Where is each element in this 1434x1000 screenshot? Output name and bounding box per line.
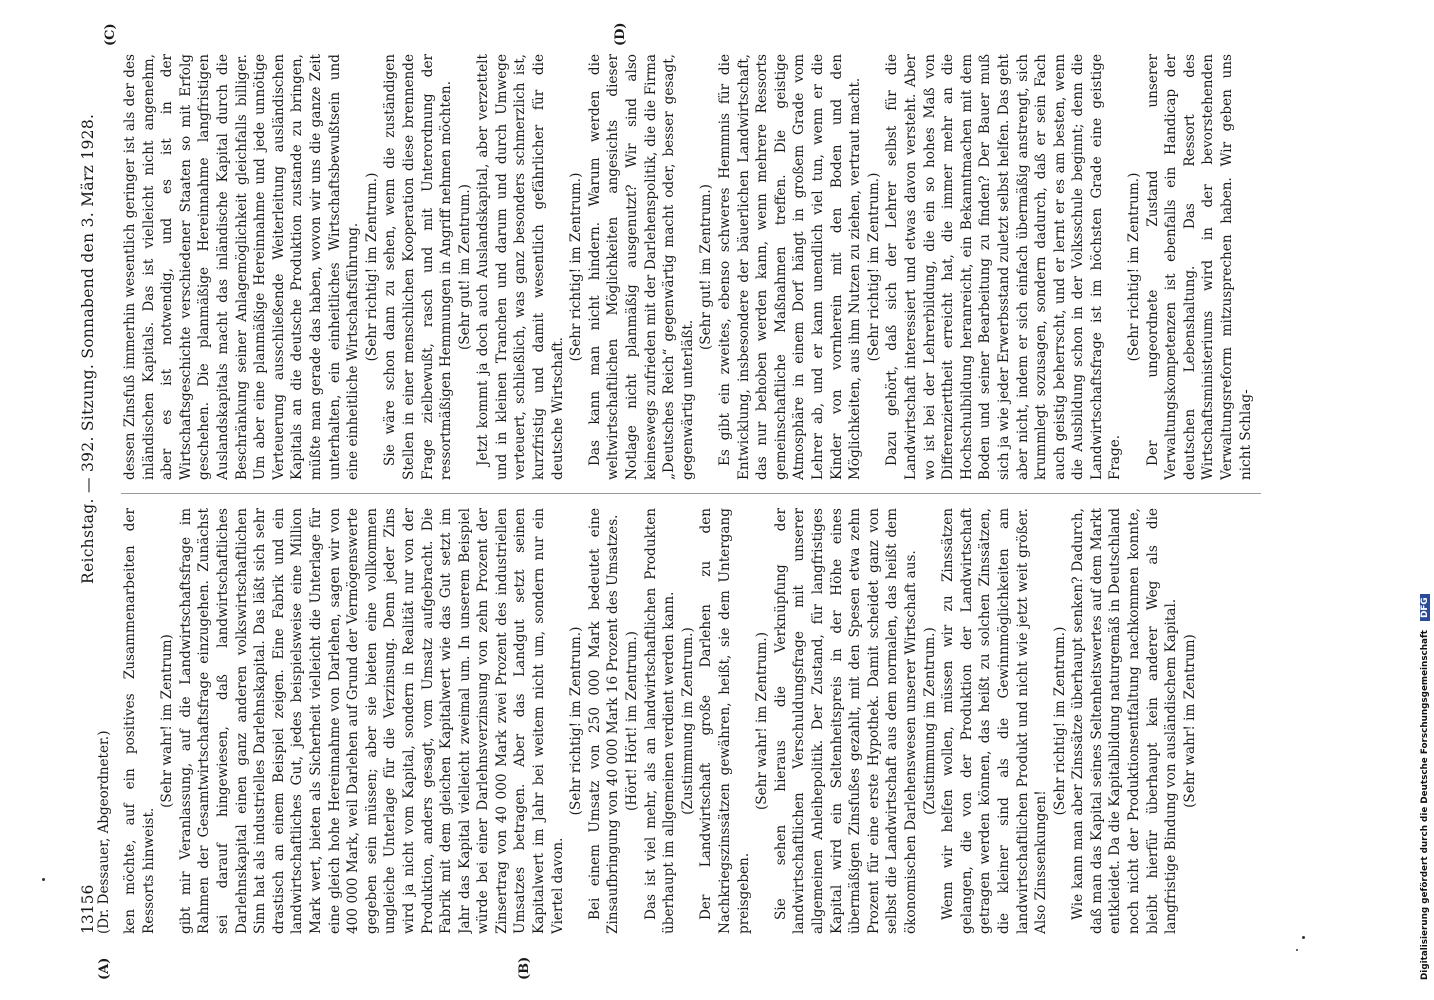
paragraph: Der ungeordnete Zustand unserer Verwaltungskompetenzen ist ebenfalls ein Handicap der deutschen Lebenshaltung. Das Ressort des Wirtschaftsministeriums wird in der bevorstehenden Verwaltungsreform mitzusprechen haben. Wir geben uns nicht Schlag-	[1144, 54, 1254, 480]
paragraph: Wenn wir helfen wollen, müssen wir zu Zinssätzen gelangen, die von der Produktion der Landwirtschaft getragen werden können, das heißt zu solchen Zinssätzen, die kleiner sind als die Gewinnmöglichkeiten am landwirtschaftlichen Produkt und nicht wie jetzt weit größer. Also Zinssenkungen!	[940, 508, 1050, 934]
interjection: (Sehr gut! im Zentrum.)	[698, 184, 715, 350]
page-number: 13156	[79, 884, 97, 934]
paragraph: Es gibt ein zweites, ebenso schweres Hemmnis für die Entwicklung, insbesondere der bäuerlichen Landwirtschaft, das nur behoben werden kann, wenn mehrere Ressorts gemeinschaftliche Maßnahmen treffen. Die geistige Atmosphäre in einem Dorf hängt in großem Grade vom Lehrer ab, und er kann unendlich viel tun, wenn er die Kinder von vornherein mit den Boden und den Möglichkeiten, aus ihm Nutzen zu ziehen, vertraut macht.	[717, 54, 864, 480]
margin-marker-c: (C)	[103, 23, 118, 46]
paragraph: Das kann man nicht hindern. Warum werden die weltwirtschaftlichen Möglichkeiten angesichts dieser Notlage nicht planmäßig ausgenutzt? Wir sind also keineswegs zufrieden mit der Darlehenspolitik, die die Firma „Deutsches Reich“ gegenwärtig macht oder, besser gesagt, gegenwärtig unterläßt.	[586, 54, 696, 480]
interjection: (Sehr richtig! im Zentrum.)	[568, 172, 585, 362]
paragraph: ken möchte, auf ein positives Zusammenarbeiten der Ressorts hinweist.	[122, 508, 157, 934]
page-header	[77, 54, 112, 934]
interjection: (Sehr wahr! im Zentrum.)	[754, 631, 771, 811]
paragraph: Das ist viel mehr, als an landwirtschaftlichen Produkten überhaupt im allgemeinen verdient werden kann.	[642, 508, 678, 934]
paragraph: dessen Zinsfuß immerhin wesentlich geringer ist als der des inländischen Kapitals. Das ist vielleicht nicht angenehm, aber es ist notwendig, und es ist in der Wirtschaftsgeschichte verschiedener Staaten so mit Erfolg geschehen. Die planmäßige Hereinnahme langfristigen Auslandskapitals macht das inländische Kapital durch die Beschränkung seiner Anlagemöglichkeit gleichfalls billiger. Um aber eine planmäßige Hereinnahme und jede unnötige Verteuerung ausschließende Weiterleitung ausländischen Kapitals an die deutsche Produktion zustande zu bringen, müßte man gerade das haben, wovon wir uns die ganze Zeit unterhalten, ein einheitliches Wirtschaftsbewußtsein und eine einheitliche Wirtschaftsführung.	[122, 54, 362, 480]
margin-marker-d: (D)	[613, 22, 628, 46]
margin-marker-a: (A)	[97, 957, 112, 980]
rotated-document	[77, 22, 1287, 980]
interjection: (Sehr wahr! im Zentrum)	[159, 634, 176, 808]
right-column	[121, 54, 1261, 480]
scan-speck	[42, 878, 45, 881]
interjection: (Sehr richtig! im Zentrum.)	[1051, 626, 1068, 816]
credit-text: Digitalisierung gefördert durch die Deutsche Forschungsgemeinschaft	[1420, 629, 1430, 980]
interjection: (Hört! Hört! im Zentrum.)	[624, 631, 641, 811]
session-title: Reichstag. — 392. Sitzung. Sonnabend den 3. März 1928.	[79, 113, 97, 584]
scan-speck	[1302, 936, 1305, 939]
paragraph: Dazu gehört, daß sich der Lehrer selbst für die Landwirtschaft interessiert und etwas davon versteht. Aber wo ist bei der Lehrerbildung, die ein so hohes Maß von Differenzierttheit erreicht hat, die immer mehr an die Hochschulbildung heranreicht, ein Bekanntmachen mit dem Boden und seiner Bearbeitung zu finden? Der Bauer muß sich ja wie jeder Erwerbsstand zuletzt selbst helfen. Das geht aber nicht, indem er sich einfach übermäßig anstrengt, sich krummlegt sozusagen, sondern dadurch, daß er sein Fach auch geistig beherrscht, und er lernt er es am besten, wenn die Ausbildung schon in der Volksschule beginnt; denn die Landwirtschaftsfrage ist im höchsten Grade eine geistige Frage.	[884, 54, 1124, 480]
paragraph: Bei einem Umsatz von 250 000 Mark bedeutet eine Zinsaufbringung von 40 000 Mark 16 Prozent des Umsatzes.	[586, 508, 622, 934]
paragraph: Der Landwirtschaft große Darlehen zu den Nachkriegszinssätzen gewähren, heißt, sie dem Untergang preisgeben.	[698, 508, 752, 934]
digitization-credit	[1420, 0, 1434, 980]
column-divider	[121, 493, 1261, 494]
scan-speck	[1296, 949, 1298, 951]
interjection: (Sehr richtig! im Zentrum.)	[1126, 172, 1143, 362]
margin-marker-b: (B)	[517, 956, 532, 980]
interjection: (Sehr richtig! im Zentrum.)	[568, 626, 585, 816]
interjection: (Sehr gut! im Zentrum.)	[456, 184, 473, 350]
paragraph: gibt mir Veranlassung, auf die Landwirtschaftsfrage im Rahmen der Gesamtwirtschaftsfrage einzugehen. Zunächst sei darauf hingewiesen, daß landwirtschaftliches Darlehnskapital einen ganz anderen volkswirtschaftlichen Sinn hat als industrielles Darlehnskapital. Das läßt sich sehr drastisch an einem Beispiel zeigen. Eine Fabrik und ein landwirtschaftliches Gut, jedes beispielsweise eine Million Mark wert, bieten als Sicherheit vielleicht die Unterlage für eine gleich hohe Hereinnahme von Darlehen, sagen wir von 400 000 Mark, weil Darlehen auf Grund der Vermögenswerte gegeben sein müssen; aber sie bieten eine vollkommen ungleiche Unterlage für die Verzinsung. Denn jeder Zins wird ja nicht vom Kapital, sondern in Realität nur von der Produktion, anders gesagt, vom Umsatz aufgebracht. Die Fabrik mit dem gleichen Kapitalwert wie das Gut setzt im Jahr das Kapital vielleicht zweimal um. In unserem Beispiel würde bei einer Darlehnsverzinsung von zehn Prozent der Zinsertrag von 40 000 Mark zwei Prozent des industriellen Umsatzes betragen. Aber das Landgut setzt seinen Kapitalwert im Jahr bei weitem nicht um, sondern nur ein Viertel davon.	[177, 508, 566, 934]
speaker-continuation: (Dr. Dessauer, Abgeordneter.)	[96, 730, 112, 934]
paragraph: Sie wäre schon dann zu sehen, wenn die zuständigen Stellen in einer menschlichen Kooperation diese brennende Frage zielbewußt, rasch und mit Unterordnung der ressortmäßigen Hemmungen in Angriff nehmen möchten.	[382, 54, 455, 480]
interjection: (Sehr richtig! im Zentrum.)	[865, 172, 882, 362]
paragraph: Jetzt kommt ja doch auch Auslandskapital, aber verzettelt und in kleinen Tranchen und darum und durch Umwege verteuert, schließlich, was ganz besonders schmerzlich ist, kurzfristig und damit wesentlich gefährlicher für die deutsche Wirtschaft.	[475, 54, 566, 480]
paragraph: Sie sehen hieraus die Verknüpfung der landwirtschaftlichen Verschuldungsfrage mit unserer allgemeinen Anleihepolitik. Der Zustand, für langfristiges Kapital wird ein Seltenheitspreis in der Höhe eines übermäßigen Zinsfußes gezahlt, mit den Spesen etwa zehn Prozent für eine erste Hypothek. Damit scheidet ganz von selbst die Landwirtschaft aus dem normalen, das heißt dem ökonomischen Darlehenswesen unserer Wirtschaft aus.	[772, 508, 919, 934]
interjection: (Sehr wahr! im Zentrum)	[1181, 634, 1198, 808]
dfg-logo: DFG	[1420, 594, 1430, 621]
left-column	[121, 508, 1261, 934]
paragraph: Wie kann man aber Zinssätze überhaupt senken? Dadurch, daß man das Kapital seines Seltenheitswertes auf dem Markt entkleidet. Da die Kapitalbildung naturgemäß in Deutschland noch nicht der Produktionsentfaltung nachkommen konnte, bleibt hierfür überhaupt kein anderer Weg als die langfristige Bindung von ausländischem Kapital.	[1070, 508, 1180, 934]
interjection: (Zustimmung im Zentrum.)	[679, 627, 696, 815]
interjection: (Zustimmung im Zentrum.)	[921, 627, 938, 815]
interjection: (Sehr richtig! im Zentrum.)	[363, 172, 380, 362]
